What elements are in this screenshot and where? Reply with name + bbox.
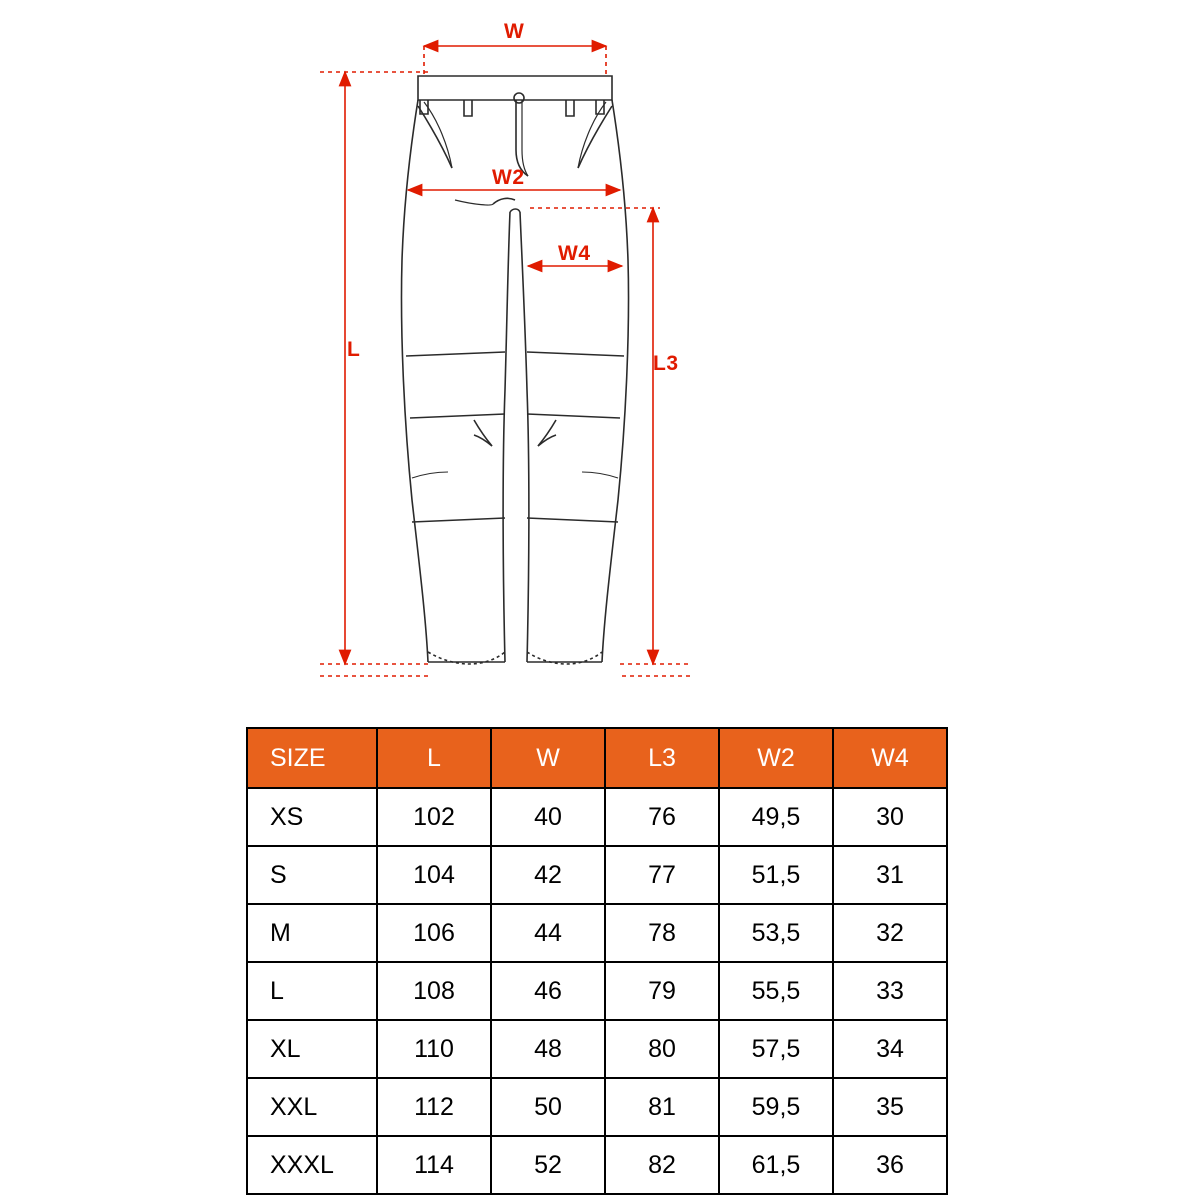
table-row: [247, 846, 947, 904]
dimension-label-w: W: [504, 20, 525, 43]
cell-w2: 59,5: [719, 1078, 833, 1136]
size-chart: [246, 727, 948, 1195]
cell-w2: 51,5: [719, 846, 833, 904]
cell-l3: 80: [605, 1020, 719, 1078]
cell-w: 50: [491, 1078, 605, 1136]
cell-w2: 61,5: [719, 1136, 833, 1194]
column-header-l3: L3: [605, 728, 719, 788]
cell-l3: 79: [605, 962, 719, 1020]
cell-l: 114: [377, 1136, 491, 1194]
cell-w4: 31: [833, 846, 947, 904]
column-header-w: W: [491, 728, 605, 788]
column-header-l: L: [377, 728, 491, 788]
table-row: [247, 904, 947, 962]
cell-l: 112: [377, 1078, 491, 1136]
dimension-label-l: L: [347, 338, 361, 361]
cell-w4: 36: [833, 1136, 947, 1194]
dimension-label-l3: L3: [653, 352, 679, 375]
cell-l: 102: [377, 788, 491, 846]
cell-l3: 76: [605, 788, 719, 846]
trousers-outline: [401, 76, 628, 664]
cell-l: 110: [377, 1020, 491, 1078]
cell-l3: 78: [605, 904, 719, 962]
cell-w: 48: [491, 1020, 605, 1078]
cell-l: 108: [377, 962, 491, 1020]
cell-l: 106: [377, 904, 491, 962]
dimension-label-w2: W2: [492, 166, 525, 189]
cell-w: 42: [491, 846, 605, 904]
table-row: [247, 1136, 947, 1194]
table-header-row: [247, 728, 947, 788]
column-header-size: SIZE: [247, 728, 377, 788]
cell-w2: 53,5: [719, 904, 833, 962]
cell-w: 44: [491, 904, 605, 962]
size-table: [246, 727, 948, 1195]
cell-w4: 30: [833, 788, 947, 846]
dimension-label-w4: W4: [558, 242, 591, 265]
table-row: [247, 1078, 947, 1136]
cell-w2: 57,5: [719, 1020, 833, 1078]
cell-w4: 33: [833, 962, 947, 1020]
table-row: [247, 788, 947, 846]
cell-w4: 35: [833, 1078, 947, 1136]
cell-size: XXL: [247, 1078, 377, 1136]
cell-size: XXXL: [247, 1136, 377, 1194]
cell-l3: 81: [605, 1078, 719, 1136]
cell-l3: 82: [605, 1136, 719, 1194]
column-header-w2: W2: [719, 728, 833, 788]
cell-w2: 49,5: [719, 788, 833, 846]
cell-w: 52: [491, 1136, 605, 1194]
cell-w2: 55,5: [719, 962, 833, 1020]
cell-size: XS: [247, 788, 377, 846]
cell-l3: 77: [605, 846, 719, 904]
cell-size: L: [247, 962, 377, 1020]
table-row: [247, 962, 947, 1020]
cell-w4: 32: [833, 904, 947, 962]
cell-w4: 34: [833, 1020, 947, 1078]
cell-l: 104: [377, 846, 491, 904]
cell-w: 46: [491, 962, 605, 1020]
column-header-w4: W4: [833, 728, 947, 788]
cell-size: M: [247, 904, 377, 962]
cell-size: S: [247, 846, 377, 904]
cell-size: XL: [247, 1020, 377, 1078]
cell-w: 40: [491, 788, 605, 846]
table-row: [247, 1020, 947, 1078]
